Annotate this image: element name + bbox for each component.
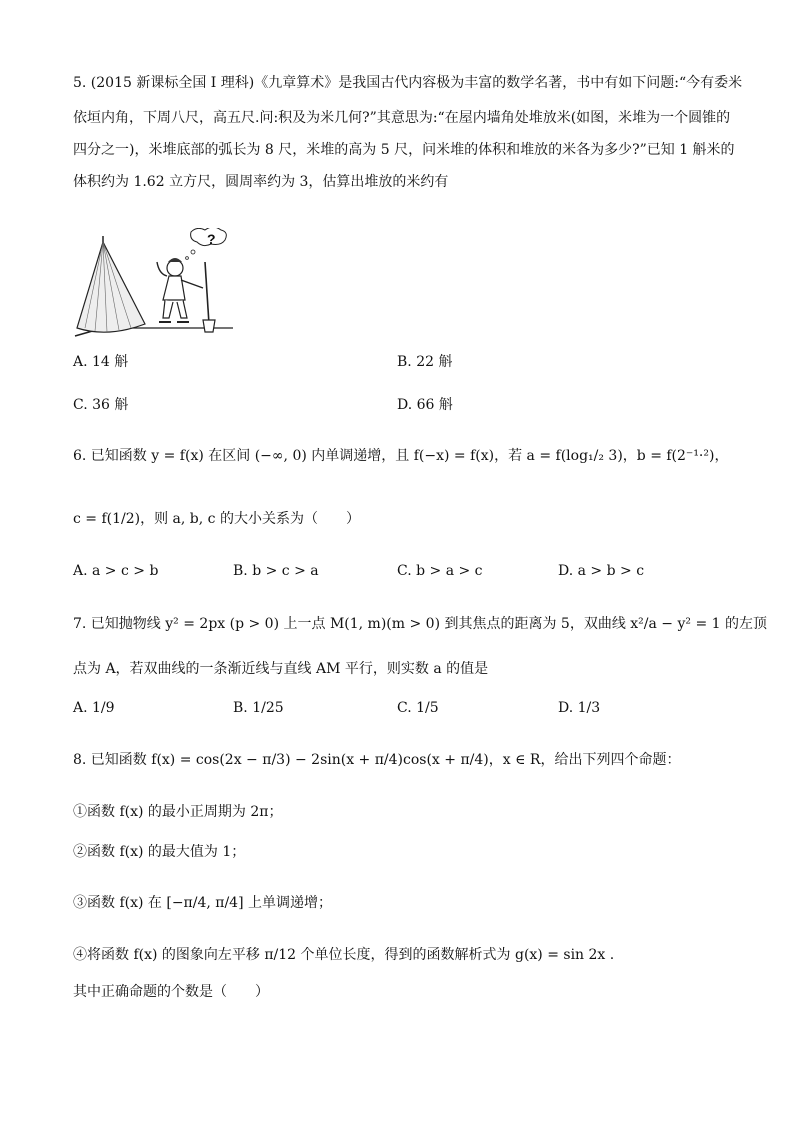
q5-option-d[interactable]: D. 66 斛 bbox=[397, 397, 453, 413]
q5-option-a[interactable]: A. 14 斛 bbox=[73, 354, 129, 370]
q7-option-a[interactable]: A. 1/9 bbox=[73, 700, 115, 716]
q5-line-2: 依垣内角，下周八尺，高五尺.问:积及为米几何?”其意思为:“在屋内墙角处堆放米(如图，米堆为一个圆锥的 bbox=[73, 110, 731, 126]
q6-line-2: c = f(1/2)，则 a, b, c 的大小关系为（ ） bbox=[73, 511, 360, 527]
q7-line-1: 7. 已知抛物线 y² = 2px (p > 0) 上一点 M(1, m)(m > 0) 到其焦点的距离为 5，双曲线 x²/a − y² = 1 的左顶 bbox=[73, 616, 767, 632]
q5-line-4: 体积约为 1.62 立方尺，圆周率约为 3，估算出堆放的米约有 bbox=[73, 174, 449, 190]
q6-line-1: 6. 已知函数 y = f(x) 在区间 (−∞, 0) 内单调递增，且 f(−x) = f(x)，若 a = f(log₁/₂ 3)，b = f(2⁻¹·²)， bbox=[73, 448, 729, 464]
q7-line-2: 点为 A，若双曲线的一条渐近线与直线 AM 平行，则实数 a 的值是 bbox=[73, 661, 489, 677]
svg-text:?: ? bbox=[207, 231, 216, 247]
q6-option-b[interactable]: B. b > c > a bbox=[233, 563, 319, 579]
q5-line-3: 四分之一)，米堆底部的弧长为 8 尺，米堆的高为 5 尺，问米堆的体积和堆放的米各为多少?”已知 1 斛米的 bbox=[73, 142, 735, 158]
q6-option-d[interactable]: D. a > b > c bbox=[558, 563, 645, 579]
q8-proposition-4: ④将函数 f(x) 的图象向左平移 π/12 个单位长度，得到的函数解析式为 g(x) = sin 2x . bbox=[73, 947, 615, 963]
q6-option-c[interactable]: C. b > a > c bbox=[397, 563, 483, 579]
q5-option-b[interactable]: B. 22 斛 bbox=[397, 354, 453, 370]
q8-proposition-3: ③函数 f(x) 在 [−π/4, π/4] 上单调递增； bbox=[73, 895, 333, 911]
q8-proposition-2: ②函数 f(x) 的最大值为 1； bbox=[73, 844, 246, 860]
q7-option-c[interactable]: C. 1/5 bbox=[397, 700, 439, 716]
q8-closing: 其中正确命题的个数是（ ） bbox=[73, 984, 269, 1000]
rice-pile-figure bbox=[73, 228, 243, 338]
q8-proposition-1: ①函数 f(x) 的最小正周期为 2π； bbox=[73, 804, 283, 820]
q7-option-d[interactable]: D. 1/3 bbox=[558, 700, 601, 716]
q6-option-a[interactable]: A. a > c > b bbox=[73, 563, 159, 579]
q5-option-c[interactable]: C. 36 斛 bbox=[73, 397, 129, 413]
q8-line-1: 8. 已知函数 f(x) = cos(2x − π/3) − 2sin(x + π/4)cos(x + π/4)，x ∈ R，给出下列四个命题： bbox=[73, 752, 681, 768]
q5-line-1: 5. (2015 新课标全国 I 理科)《九章算术》是我国古代内容极为丰富的数学名著，书中有如下问题:“今有委米 bbox=[73, 75, 743, 91]
q7-option-b[interactable]: B. 1/25 bbox=[233, 700, 284, 716]
